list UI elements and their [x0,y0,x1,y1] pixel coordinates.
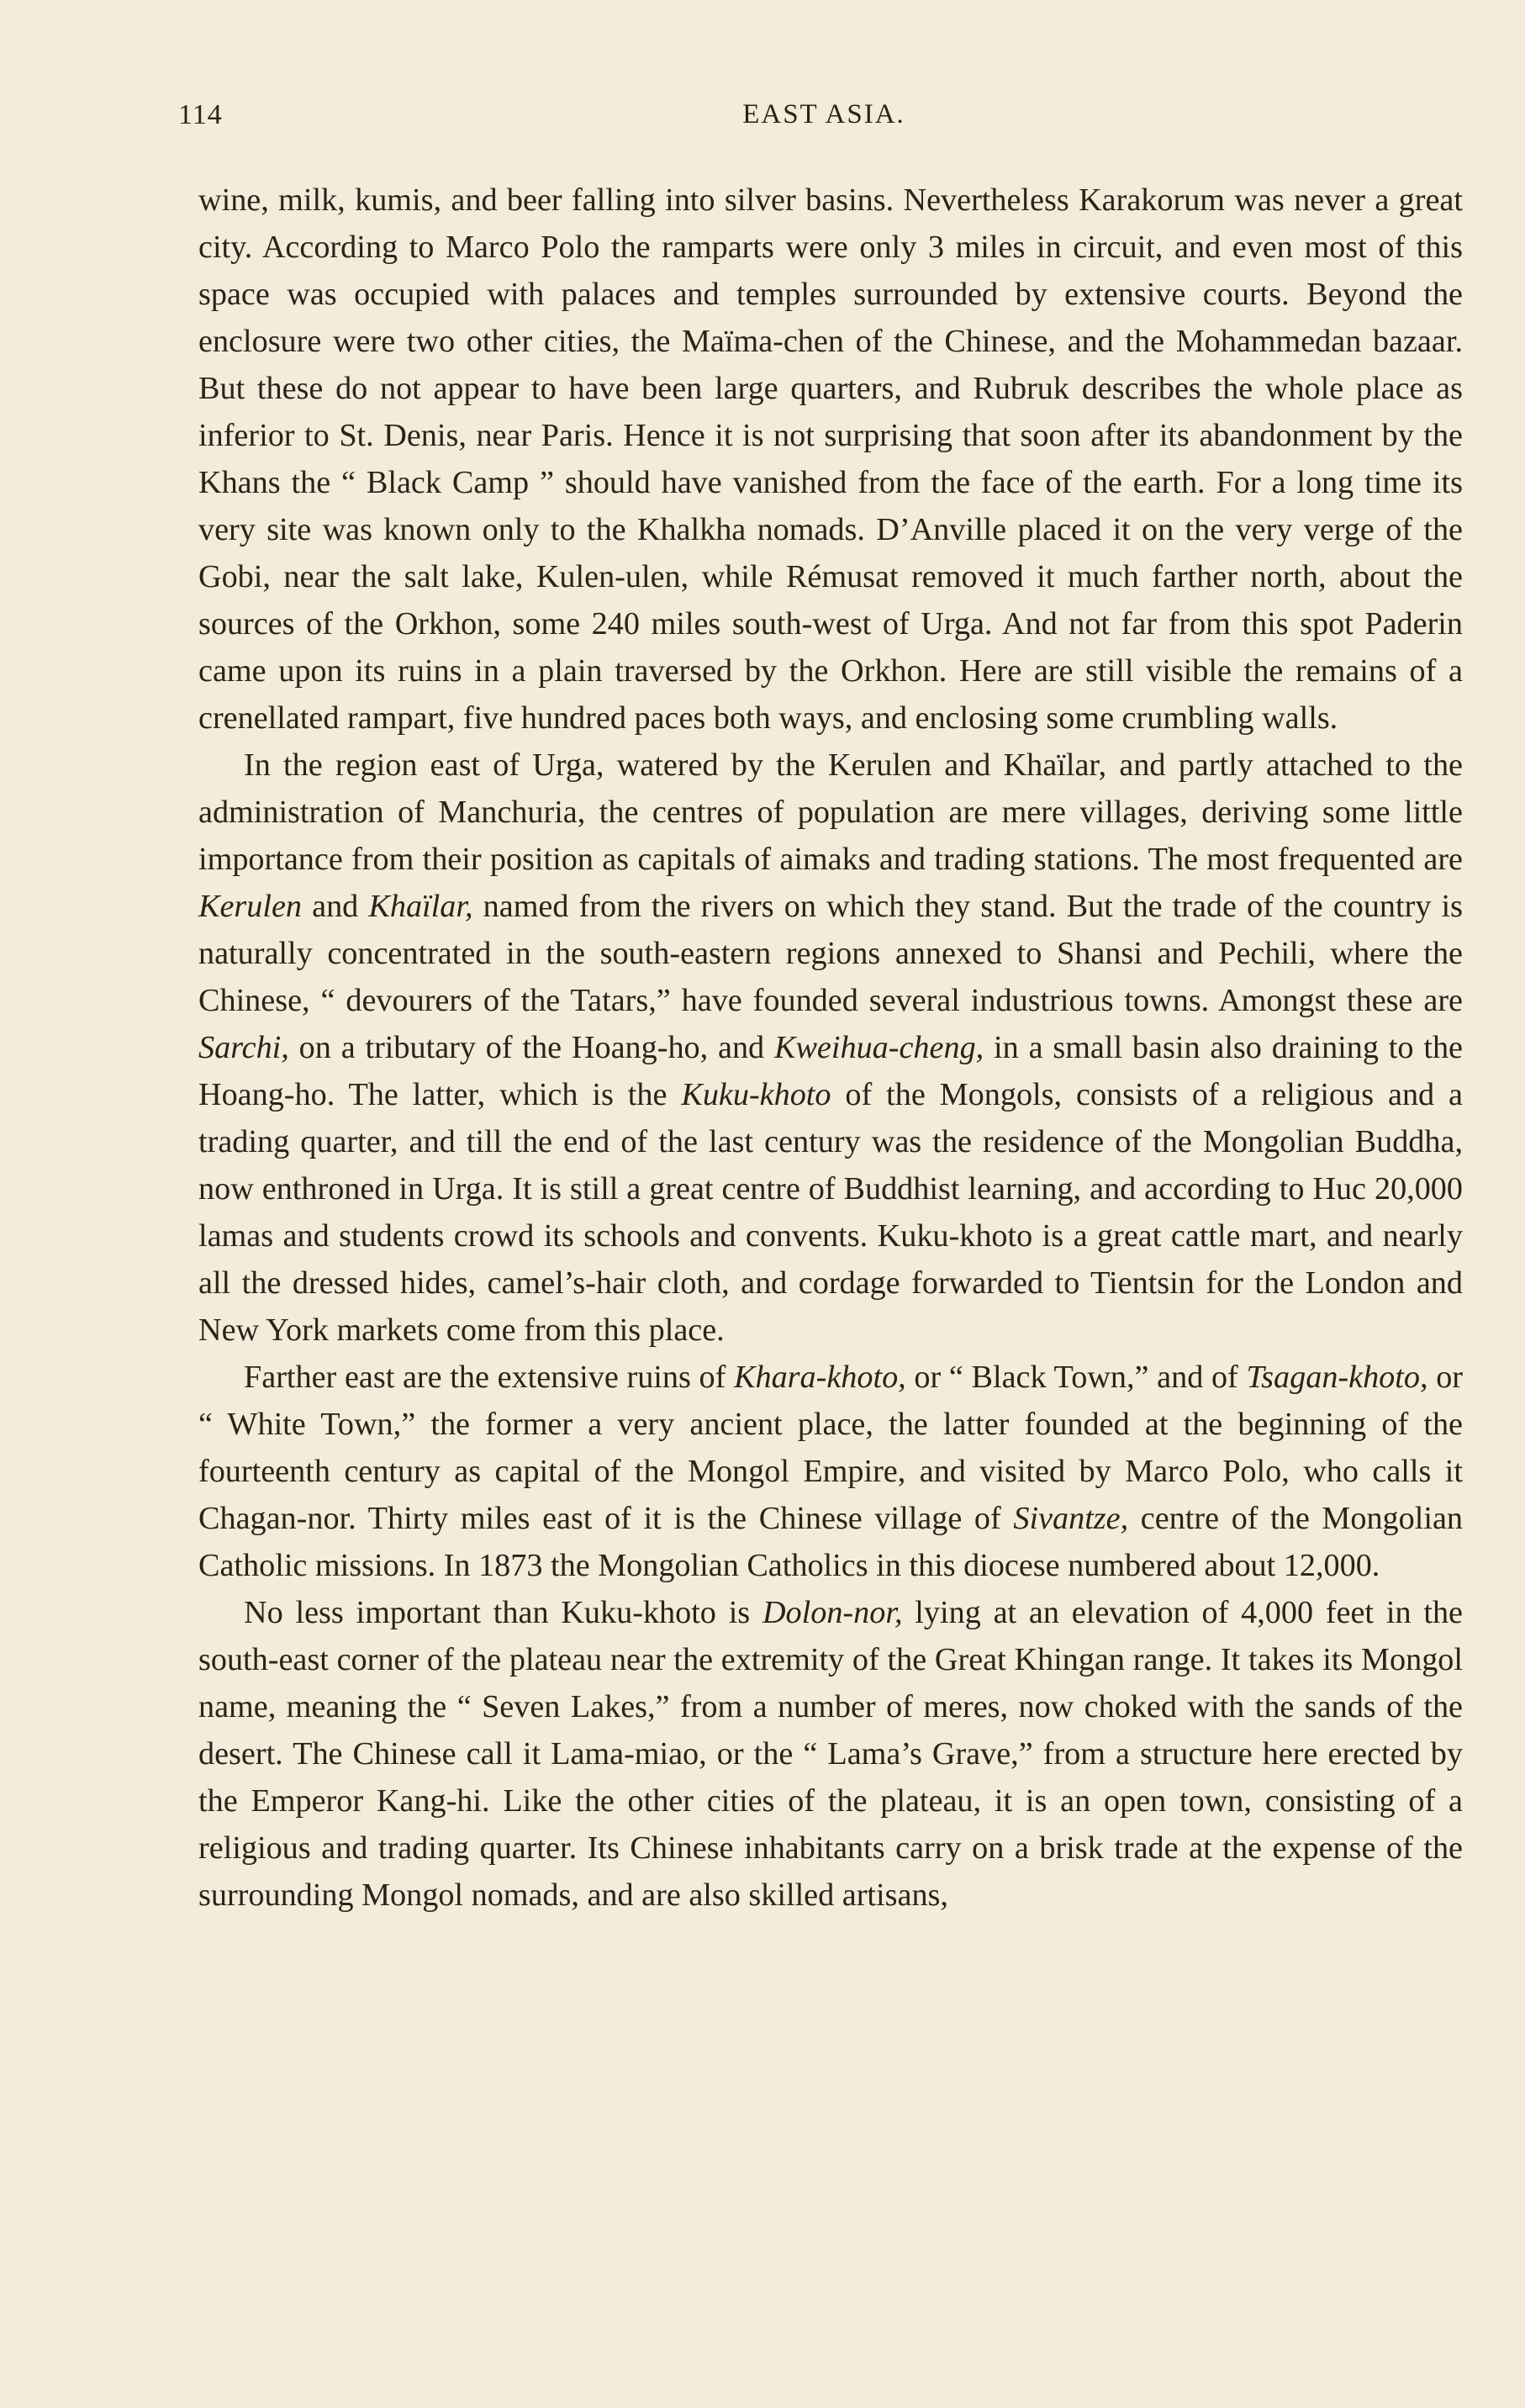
place-name: Tsagan-khoto, [1246,1360,1428,1395]
text-run: wine, milk, kumis, and beer falling into silver basins. Nevertheless Karakorum was never a great city. According to Marco Polo the ramparts were only 3 miles in circuit, and even most of this space was occupied with palaces and temples surrounded by extensive courts. Beyond the enclosure were two other cities, the Maïma-chen of the Chinese, and the Mohammedan bazaar. But these do not appear to have been large quarters, and Rubruk describes the whole place as inferior to St. Denis, near Paris. Hence it is not surprising that soon after its abandonment by the Khans the “ Black Camp ” should have vanished from the face of the earth. For a long time its very site was known only to the Khalkha nomads. D’Anville placed it on the very verge of the Gobi, near the salt lake, Kulen-ulen, while Rémusat removed it much farther north, about the sources of the Orkhon, some 240 miles south-west of Urga. And not far from this spot Paderin came upon its ruins in a plain traversed by the Orkhon. Here are still visible the remains of a crenellated rampart, five hundred paces both ways, and enclosing some crumbling walls. [198,182,1463,736]
text-run: of the Mongols, consists of a religious and a trading quarter, and till the end of the last century was the residence of the Mongolian Buddha, now enthroned in Urga. It is still a great centre of Buddhist learning, and according to Huc 20,000 lamas and students crowd its schools and convents. Kuku-khoto is a great cattle mart, and nearly all the dressed hides, camel’s-hair cloth, and cordage forwarded to Tientsin for the London and New York markets come from this place. [198,1077,1463,1348]
place-name: Dolon-nor, [762,1595,903,1630]
text-run: on a tributary of the Hoang-ho, and [288,1030,774,1065]
place-name: Kweihua-cheng, [773,1030,984,1065]
text-run: In the region east of Urga, watered by the Kerulen and Khaïlar, and partly attached to the administration of Manchuria, the centres of population are mere villages, deriving some little importance from their position as capitals of aimaks and trading stations. The most frequented are [198,747,1463,877]
text-run: No less important than Kuku-khoto is [244,1595,762,1630]
page-number: 114 [178,99,223,130]
page-header [178,99,1470,141]
place-name: Sarchi, [198,1030,289,1065]
body-text [198,177,1463,1919]
place-name: Khaïlar, [368,889,473,924]
text-run: in a small basin also draining to the Hoang-ho. The latter, which is the [198,1030,1463,1112]
text-run: centre of the Mongolian Catholic missions. In 1873 the Mongolian Catholics in this diocese numbered about 12,000. [198,1501,1463,1583]
place-name: Kerulen [198,889,303,924]
paragraph [198,1354,1463,1589]
text-run: or “ Black Town,” and of [905,1360,1247,1395]
text-run: or “ White Town,” the former a very ancient place, the latter founded at the beginning of the fourteenth century as capital of the Mongol Empire, and visited by Marco Polo, who calls it Chagan-nor. Thirty miles east of it is the Chinese village of [198,1360,1464,1536]
text-run: Farther east are the extensive ruins of [244,1360,735,1395]
place-name: Kuku-khoto [681,1077,831,1112]
paragraph [198,1589,1463,1919]
place-name: Sivantze, [1013,1501,1129,1536]
place-name: Khara-khoto, [734,1360,906,1395]
text-run: lying at an elevation of 4,000 feet in the south-east corner of the plateau near the extremity of the Great Khingan range. It takes its Mongol name, meaning the “ Seven Lakes,” from a number of meres, now choked with the sands of the desert. The Chinese call it Lama-miao, or the “ Lama’s Grave,” from a structure here erected by the Emperor Kang-hi. Like the other cities of the plateau, it is an open town, consisting of a religious and trading quarter. Its Chinese inhabitants carry on a brisk trade at the expense of the surrounding Mongol nomads, and are also skilled artisans, [198,1595,1463,1913]
running-head: EAST ASIA. [742,99,905,129]
text-run: named from the rivers on which they stand. But the trade of the country is naturally concentrated in the south-eastern regions annexed to Shansi and Pechili, where the Chinese, “ devourers of the Tatars,” have founded several industrious towns. Amongst these are [198,889,1464,1018]
paragraph [198,177,1463,742]
text-run: and [302,889,369,924]
paragraph [198,742,1463,1354]
